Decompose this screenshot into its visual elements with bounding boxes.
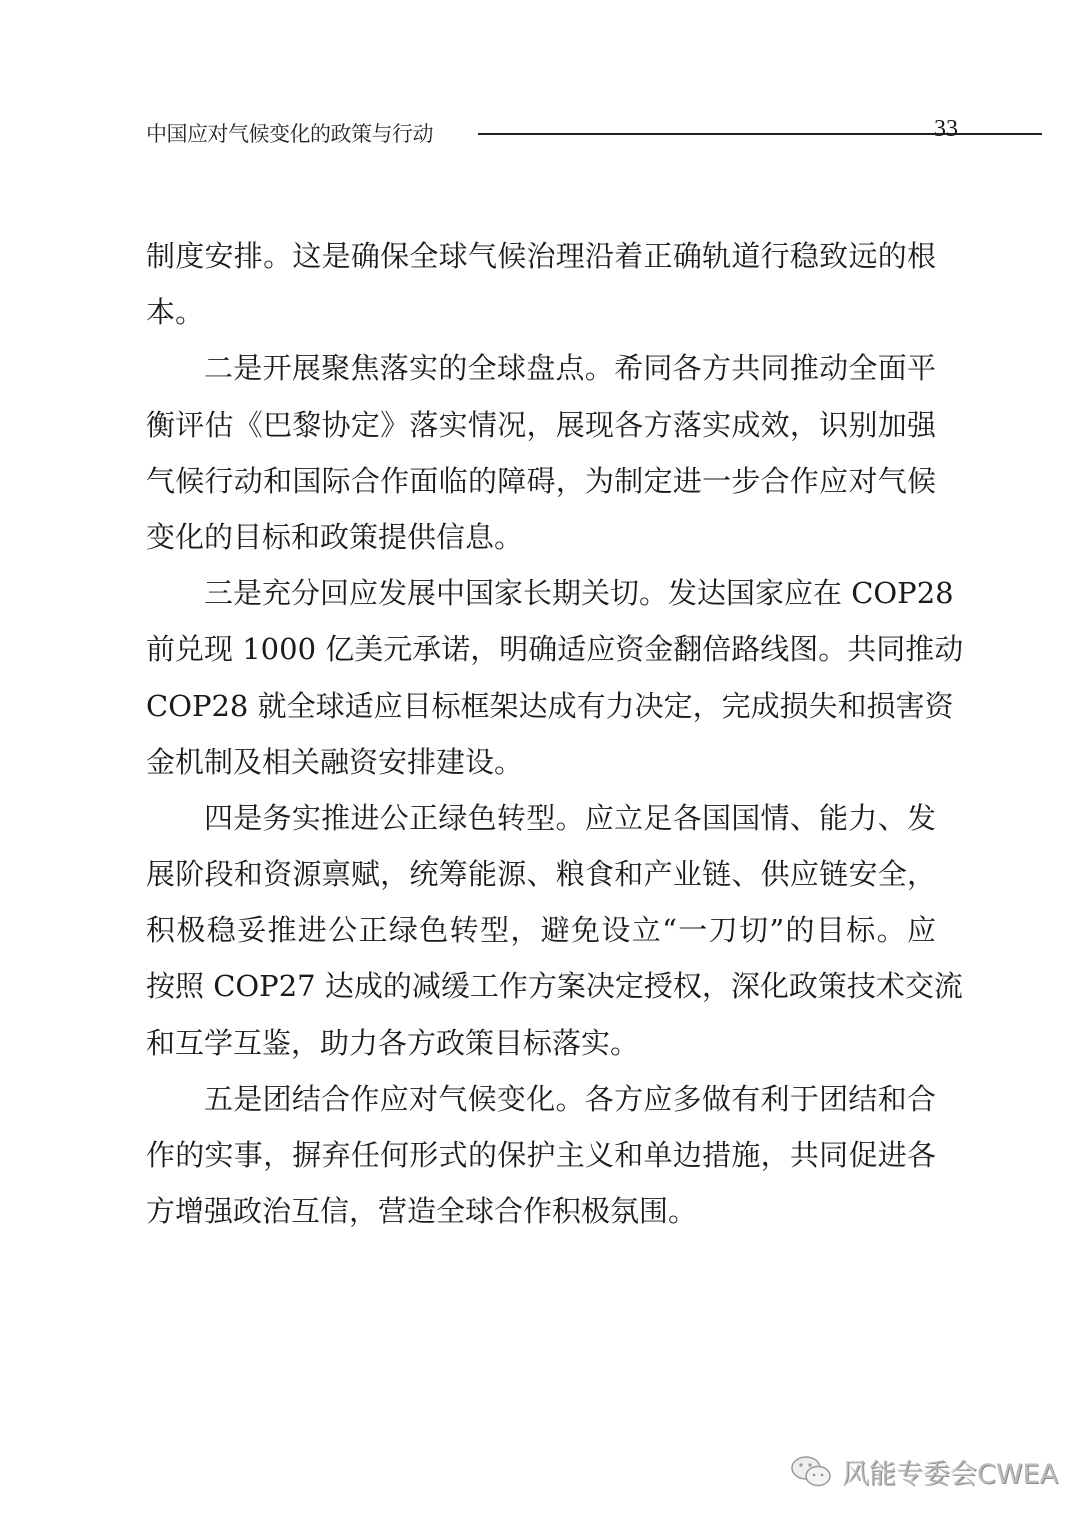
- paragraph: [146, 565, 964, 790]
- watermark-text: 风能专委会CWEA: [842, 1459, 1059, 1490]
- watermark: [790, 1452, 1058, 1491]
- text-line: 前兑现 1000 亿美元承诺，明确适应资金翻倍路线图。共同推动: [146, 632, 964, 667]
- text-line: 五是团结合作应对气候变化。各方应多做有利于团结和合: [204, 1081, 936, 1116]
- text-line: 积极稳妥推进公正绿色转型，避免设立“一刀切”的目标。应: [146, 913, 936, 948]
- page-number: 33: [934, 116, 958, 142]
- text-line: 三是充分回应发展中国家长期关切。发达国家应在 COP28: [204, 576, 954, 611]
- text-line: 和互学互鉴，助力各方政策目标落实。: [146, 1025, 640, 1060]
- paragraph: [146, 1071, 936, 1240]
- running-title: 中国应对气候变化的政策与行动: [146, 122, 433, 146]
- text-line: 二是开展聚焦落实的全球盘点。希同各方共同推动全面平: [204, 351, 936, 386]
- paragraph: [146, 228, 936, 340]
- text-line: 气候行动和国际合作面临的障碍，为制定进一步合作应对气候: [146, 463, 936, 498]
- text-line: 按照 COP27 达成的减缓工作方案决定授权，深化政策技术交流: [146, 969, 963, 1004]
- text-line: 本。: [146, 295, 205, 330]
- text-line: 变化的目标和政策提供信息。: [146, 519, 524, 554]
- text-line: 衡评估《巴黎协定》落实情况，展现各方落实成效，识别加强: [146, 407, 936, 442]
- running-header: [146, 116, 958, 152]
- text-line: 作的实事，摒弃任何形式的保护主义和单边措施，共同促进各: [146, 1138, 936, 1172]
- text-line: 四是务实推进公正绿色转型。应立足各国国情、能力、发: [204, 800, 936, 835]
- paragraph: [146, 790, 963, 1071]
- wechat-icon: [790, 1455, 834, 1489]
- text-line: COP28 就全球适应目标框架达成有力决定，完成损失和损害资: [146, 688, 954, 723]
- text-line: 金机制及相关融资安排建设。: [146, 744, 524, 779]
- paragraph: [146, 340, 936, 565]
- body-text: [146, 228, 964, 1239]
- text-line: 方增强政治互信，营造全球合作积极氛围。: [146, 1194, 698, 1229]
- text-line: 制度安排。这是确保全球气候治理沿着正确轨道行稳致远的根: [146, 239, 936, 273]
- text-line: 展阶段和资源禀赋，统筹能源、粮食和产业链、供应链安全，: [146, 857, 936, 892]
